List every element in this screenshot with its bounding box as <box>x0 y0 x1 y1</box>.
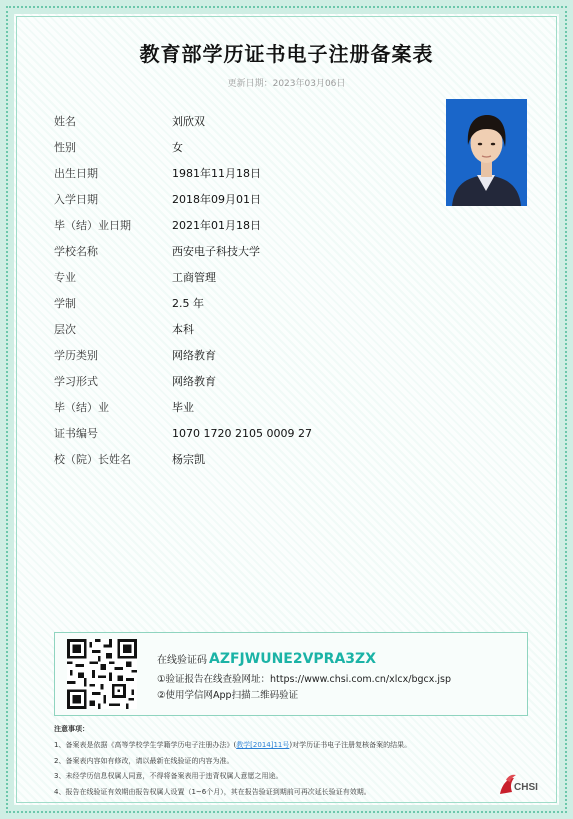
note-1-text-end: )对学历证书电子注册复核备案的结果。 <box>289 741 412 749</box>
verify-app-line: ②使用学信网App扫描二维码验证 <box>157 690 299 701</box>
student-photo <box>446 99 527 206</box>
verification-code-label: 在线验证码 <box>157 655 207 666</box>
field-row-category <box>54 342 414 368</box>
field-value: 网络教育 <box>172 375 216 388</box>
field-label: 校（院）长姓名 <box>54 453 131 466</box>
field-value: 西安电子科技大学 <box>172 245 260 258</box>
field-value: 刘欣双 <box>172 115 205 128</box>
note-1 <box>54 740 524 750</box>
field-value: 杨宗凯 <box>172 453 205 466</box>
regulation-link[interactable]: 教学[2014]11号 <box>236 741 290 749</box>
field-value: 本科 <box>172 323 194 336</box>
field-value: 2021年01月18日 <box>172 219 261 232</box>
field-row-certificate-no <box>54 420 414 446</box>
field-value: 女 <box>172 141 183 154</box>
field-label: 学校名称 <box>54 245 98 258</box>
field-row-name <box>54 108 414 134</box>
field-row-study-form <box>54 368 414 394</box>
field-label: 姓名 <box>54 115 76 128</box>
verify-url-line: ①验证报告在线查验网址：https://www.chsi.com.cn/xlcx/bgcx.jsp <box>157 674 451 685</box>
field-row-level <box>54 316 414 342</box>
field-value: 工商管理 <box>172 271 216 284</box>
field-label: 毕（结）业日期 <box>54 219 131 232</box>
field-row-enroll-date <box>54 186 414 212</box>
field-label: 学制 <box>54 297 76 310</box>
notes-section <box>54 724 524 802</box>
verification-code-line <box>157 651 376 667</box>
field-value: 毕业 <box>172 401 194 414</box>
field-label: 性别 <box>54 141 76 154</box>
field-row-graduation-date <box>54 212 414 238</box>
field-label: 专业 <box>54 271 76 284</box>
online-verification-panel <box>54 632 528 716</box>
notes-title: 注意事项： <box>54 725 89 733</box>
field-value: 1981年11月18日 <box>172 167 261 180</box>
qr-code-icon[interactable] <box>67 639 137 709</box>
field-label: 出生日期 <box>54 167 98 180</box>
field-label: 入学日期 <box>54 193 98 206</box>
verification-code: AZFJWUNE2VPRA3ZX <box>209 651 376 667</box>
field-row-major <box>54 264 414 290</box>
field-row-graduation-status <box>54 394 414 420</box>
note-3: 3、未经学历信息权属人同意，不得将备案表用于违背权属人意愿之用途。 <box>54 772 283 780</box>
chsi-brand-text: CHSI <box>514 782 538 793</box>
field-row-school <box>54 238 414 264</box>
update-date: 更新日期：2023年03月06日 <box>227 79 346 89</box>
field-label: 证书编号 <box>54 427 98 440</box>
field-value: 2018年09月01日 <box>172 193 261 206</box>
field-row-president <box>54 446 414 472</box>
field-value: 2.5 年 <box>172 297 204 310</box>
field-value: 1070 1720 2105 0009 27 <box>172 426 312 440</box>
field-label: 层次 <box>54 323 76 336</box>
field-row-gender <box>54 134 414 160</box>
field-label: 学历类别 <box>54 349 98 362</box>
field-value: 网络教育 <box>172 349 216 362</box>
field-row-birthdate <box>54 160 414 186</box>
note-1-text: 1、备案表是依据《高等学校学生学籍学历电子注册办法》( <box>54 741 237 749</box>
info-table <box>54 108 414 472</box>
field-label: 毕（结）业 <box>54 401 109 414</box>
field-row-duration <box>54 290 414 316</box>
field-label: 学习形式 <box>54 375 98 388</box>
page-title: 教育部学历证书电子注册备案表 <box>139 42 434 66</box>
note-4: 4、报告在线验证有效期由报告权属人设置（1~6个月），其在报告验证到期前可再次延长验证有效期。 <box>54 787 371 796</box>
note-2: 2、备案表内容如有修改，请以最新在线验证的内容为准。 <box>54 756 234 765</box>
